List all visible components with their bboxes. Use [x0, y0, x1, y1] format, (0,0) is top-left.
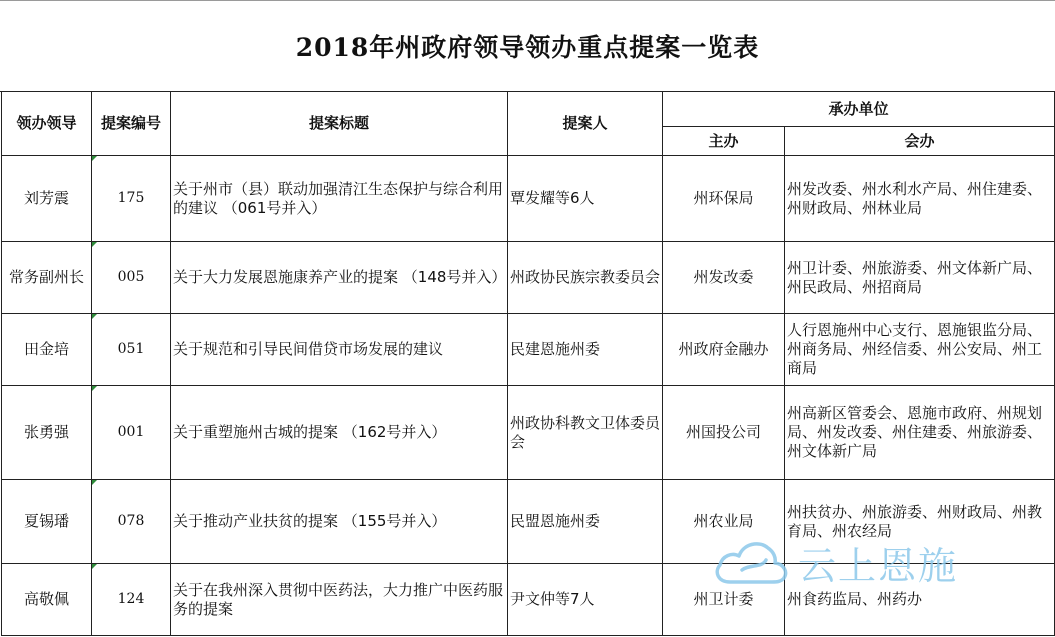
cell-assist: 州高新区管委会、恩施市政府、州规划局、州发改委、州住建委、州旅游委、州文体新广局 — [785, 386, 1055, 480]
header-main: 主办 — [663, 127, 785, 156]
cloud-logo-icon — [712, 534, 790, 590]
header-units: 承办单位 — [663, 92, 1055, 127]
cell-proposer: 尹文仲等7人 — [508, 564, 663, 636]
cell-main: 州政府金融办 — [663, 314, 785, 386]
table-row — [2, 314, 1055, 386]
cell-proposer: 州政协民族宗教委员会 — [508, 242, 663, 314]
cell-proposer: 民建恩施州委 — [508, 314, 663, 386]
table-row — [2, 156, 1055, 242]
cell-assist: 州发改委、州水利水产局、州住建委、州财政局、州林业局 — [785, 156, 1055, 242]
cell-subject: 关于在我州深入贯彻中医药法，大力推广中医药服务的提案 — [171, 564, 508, 636]
cell-subject: 关于大力发展恩施康养产业的提案 （148号并入） — [171, 242, 508, 314]
header-leader: 领办领导 — [2, 92, 92, 156]
cell-subject: 关于州市（县）联动加强清江生态保护与综合利用的建议 （061号并入） — [171, 156, 508, 242]
cell-subject: 关于推动产业扶贫的提案 （155号并入） — [171, 480, 508, 564]
cell-leader: 刘芳震 — [2, 156, 92, 242]
cell-main: 州卫计委 — [663, 564, 785, 636]
cell-subject: 关于规范和引导民间借贷市场发展的建议 — [171, 314, 508, 386]
cell-proposer: 民盟恩施州委 — [508, 480, 663, 564]
cell-leader: 常务副州长 — [2, 242, 92, 314]
header-subject: 提案标题 — [171, 92, 508, 156]
cell-number: 175 — [92, 156, 171, 242]
cell-proposer: 州政协科教文卫体委员会 — [508, 386, 663, 480]
cell-number: 051 — [92, 314, 171, 386]
watermark-text: 云上恩施 — [798, 543, 959, 588]
cell-main: 州发改委 — [663, 242, 785, 314]
header-assist: 会办 — [785, 127, 1055, 156]
cell-number: 001 — [92, 386, 171, 480]
cell-leader: 田金培 — [2, 314, 92, 386]
cell-main: 州国投公司 — [663, 386, 785, 480]
cell-assist: 州食药监局、州药办 — [785, 564, 1055, 636]
cell-leader: 夏锡璠 — [2, 480, 92, 564]
table-row — [2, 242, 1055, 314]
cell-main: 州环保局 — [663, 156, 785, 242]
cell-subject: 关于重塑施州古城的提案 （162号并入） — [171, 386, 508, 480]
cell-number: 005 — [92, 242, 171, 314]
cell-assist: 人行恩施州中心支行、恩施银监分局、州商务局、州经信委、州公安局、州工商局 — [785, 314, 1055, 386]
cell-assist: 州卫计委、州旅游委、州文体新广局、州民政局、州招商局 — [785, 242, 1055, 314]
table-row — [2, 386, 1055, 480]
cell-main: 州农业局 — [663, 480, 785, 564]
cell-assist: 州扶贫办、州旅游委、州财政局、州教育局、州农经局 — [785, 480, 1055, 564]
cell-number: 124 — [92, 564, 171, 636]
title-row — [0, 0, 1055, 92]
cell-number: 078 — [92, 480, 171, 564]
header-number: 提案编号 — [92, 92, 171, 156]
watermark — [712, 534, 958, 590]
cell-leader: 高敬佩 — [2, 564, 92, 636]
cell-proposer: 覃发耀等6人 — [508, 156, 663, 242]
cell-leader: 张勇强 — [2, 386, 92, 480]
header-proposer: 提案人 — [508, 92, 663, 156]
page-title: 2018年州政府领导领办重点提案一览表 — [295, 33, 760, 62]
